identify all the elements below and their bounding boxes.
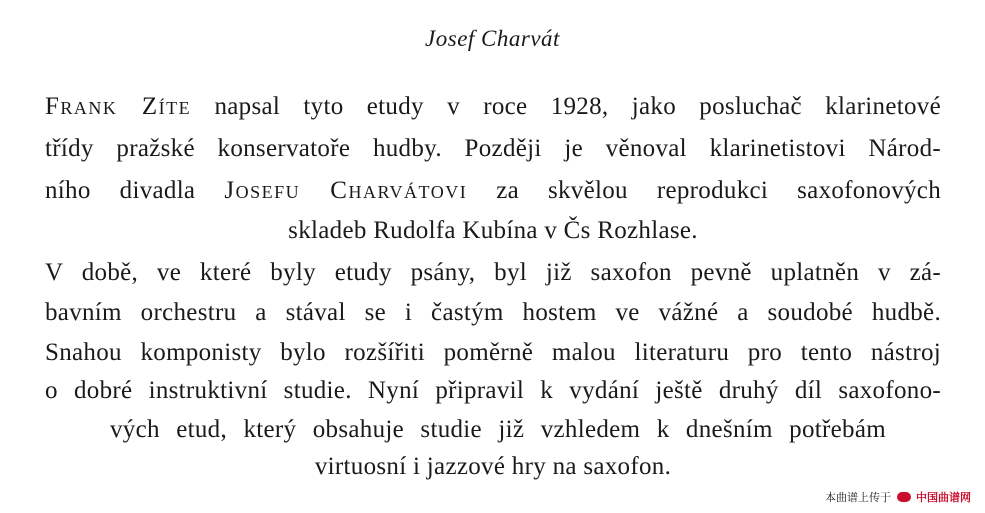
upload-text: 本曲谱上传于: [825, 491, 891, 504]
text-line-10: virtuosní i jazzové hry na saxofon.: [314, 453, 672, 480]
dedicatee-name-smallcaps: Josefu Charvátovi: [224, 177, 468, 204]
text-line-9: vých etud, který obsahuje studie již vzhledem k dnešním potřebám: [110, 416, 886, 443]
text-line-3-start: ního divadla: [45, 177, 225, 204]
site-watermark: [825, 489, 971, 505]
text-line-3-end: za skvělou reprodukci saxofonových: [467, 177, 941, 204]
text-line-8: o dobré instruktivní studie. Nyní připravil k vydání ještě druhý díl saxofono-: [45, 377, 941, 404]
author-heading: Josef Charvát: [425, 26, 560, 51]
text-line-4: skladeb Rudolfa Kubína v Čs Rozhlase.: [288, 217, 698, 244]
text-line-7: Snahou komponisty bylo rozšířiti poměrně malou literaturu pro tento nástroj: [45, 339, 941, 366]
text-line-5: V době, ve které byly etudy psány, byl již saxofon pevně uplatněn v zá-: [45, 259, 941, 286]
text-line-2: třídy pražské konservatoře hudby. Později je věnoval klarinetistovi Národ-: [45, 135, 941, 162]
text-line-1-rest: napsal tyto etudy v roce 1928, jako posluchač klarinetové: [191, 93, 941, 120]
site-logo-icon: [897, 492, 911, 502]
text-line-3: [45, 176, 941, 206]
text-line-1: [45, 92, 941, 122]
site-name: 中国曲谱网: [916, 491, 971, 504]
author-name-smallcaps: Frank Zíte: [45, 93, 192, 120]
text-line-6: bavním orchestru a stával se i častým hostem ve vážné a soudobé hudbě.: [45, 299, 941, 326]
